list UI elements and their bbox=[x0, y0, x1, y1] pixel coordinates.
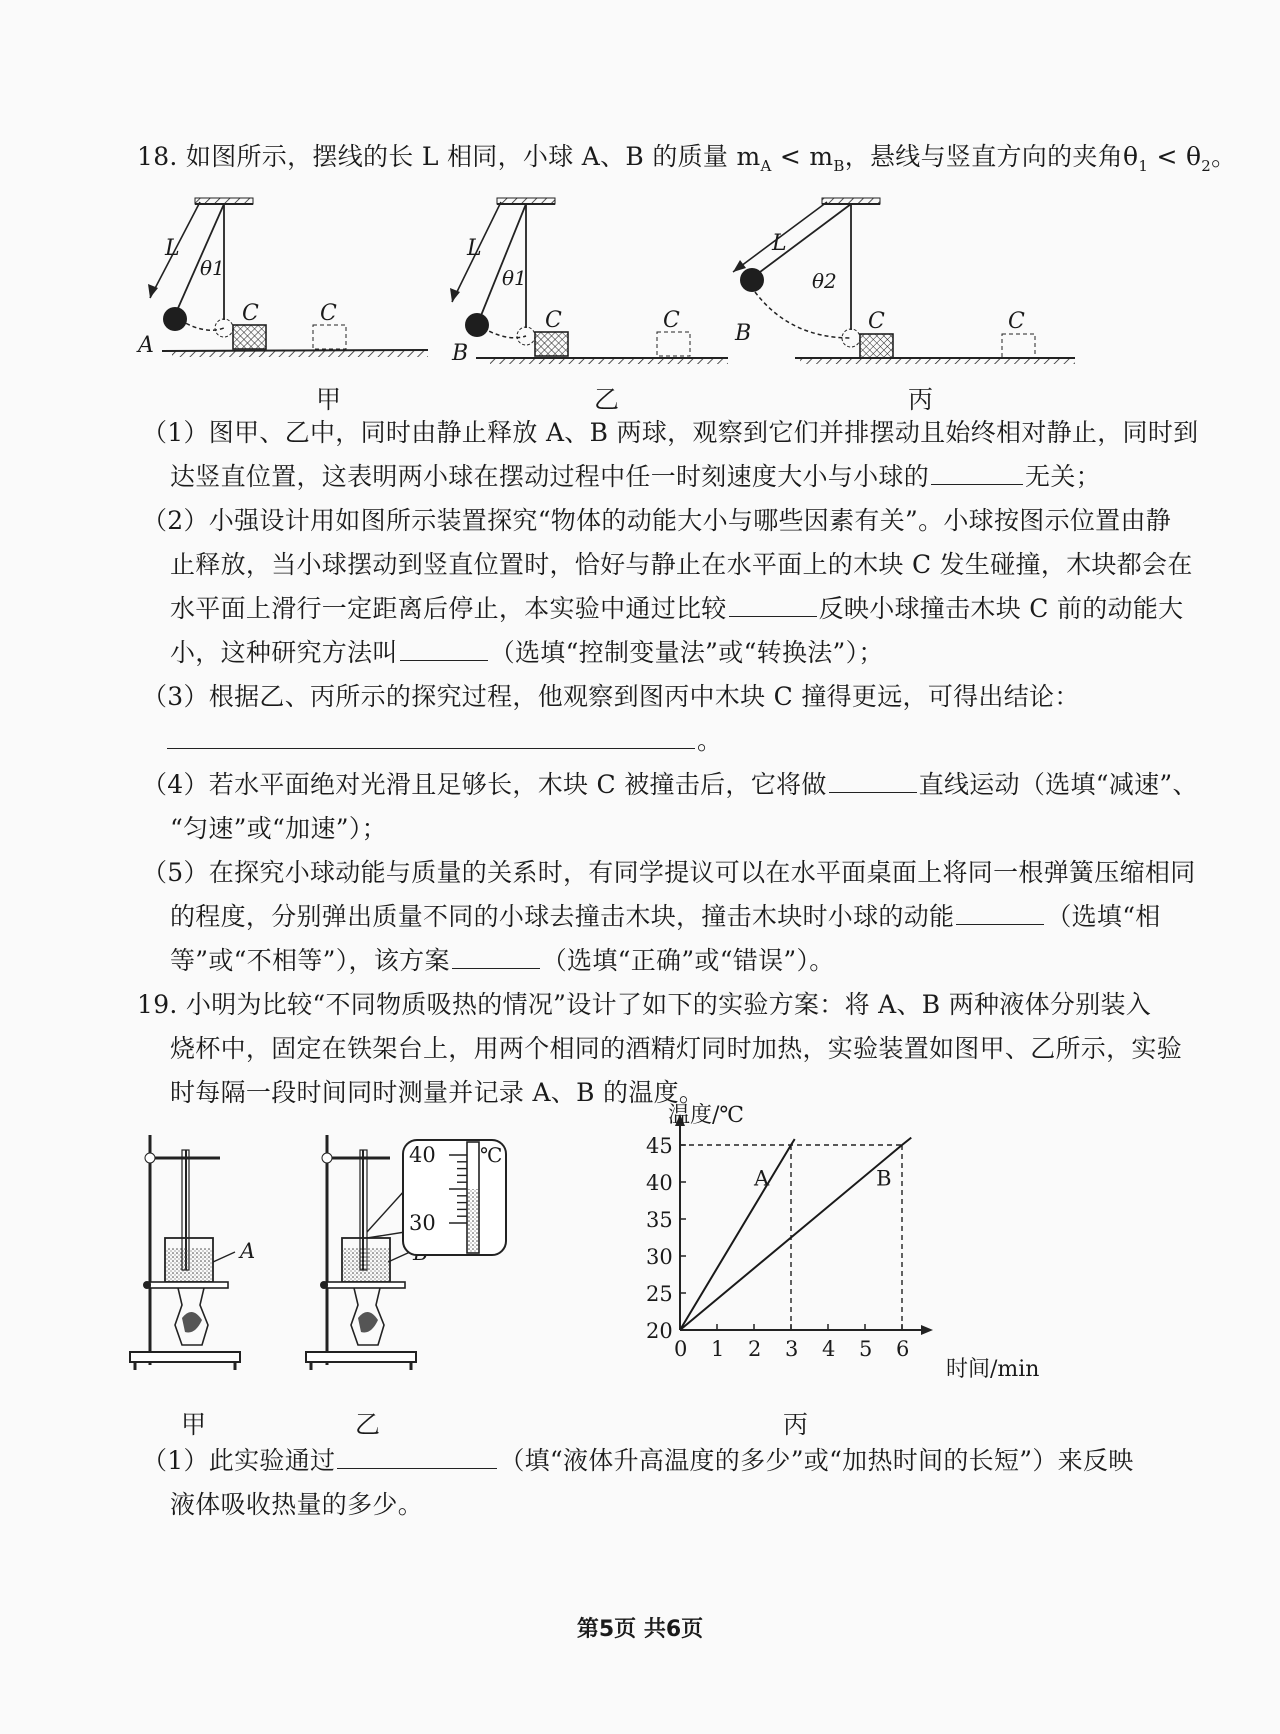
thermometer-tick-30: 30 bbox=[409, 1211, 436, 1235]
y-tick-label: 25 bbox=[646, 1282, 673, 1306]
label-L-yi: L bbox=[467, 236, 482, 261]
label-theta2-bing: θ2 bbox=[812, 269, 837, 293]
series-line-A bbox=[680, 1139, 795, 1330]
heating-apparatus bbox=[120, 1120, 640, 1410]
label-theta1-jia: θ1 bbox=[200, 256, 225, 280]
y-tick-label: 35 bbox=[646, 1208, 673, 1232]
label-L-jia: L bbox=[165, 236, 180, 261]
y-tick-label: 40 bbox=[646, 1171, 673, 1195]
answer-blank[interactable] bbox=[167, 724, 695, 749]
apparatus-jia bbox=[130, 1135, 255, 1370]
label-theta1-yi: θ1 bbox=[502, 266, 527, 290]
caption-19-yi: 乙 bbox=[355, 1410, 381, 1439]
x-tick-label: 5 bbox=[859, 1337, 873, 1361]
caption-19-jia: 甲 bbox=[181, 1410, 207, 1439]
x-axis-arrow bbox=[921, 1325, 933, 1335]
q18-p4-line2: “匀速”或“加速”）； bbox=[170, 814, 387, 843]
y-tick-label: 30 bbox=[646, 1245, 673, 1269]
thermometer-liquid bbox=[468, 1189, 478, 1252]
figure-yi bbox=[450, 198, 728, 366]
q19-p1-line2: 液体吸收热量的多少。 bbox=[170, 1490, 424, 1519]
x-tick-label: 0 bbox=[674, 1337, 688, 1361]
series-label-A: A bbox=[754, 1166, 770, 1191]
q18-p4-line1: （4）若水平面绝对光滑且足够长，木块 C 被撞击后，它将做 直线运动（选填“减速”、 bbox=[142, 770, 1198, 799]
label-C-jia: C bbox=[242, 301, 259, 326]
temperature-time-chart bbox=[620, 1100, 1040, 1380]
q18-stem: 18. 如图所示，摆线的长 L 相同，小球 A、B 的质量 $m_A < m_B$，悬线与竖直方向的夹角$\theta_1 < \theta_2$。 bbox=[137, 142, 1237, 175]
pendulum-figures bbox=[0, 180, 1280, 420]
apparatus-yi bbox=[306, 1135, 506, 1370]
label-C2-jia: C bbox=[320, 301, 337, 326]
q18-p5-line1: （5）在探究小球动能与质量的关系时，有同学提议可以在水平面桌面上将同一根弹簧压缩相同 bbox=[142, 858, 1196, 887]
x-tick-label: 1 bbox=[711, 1337, 725, 1361]
answer-blank[interactable] bbox=[729, 592, 817, 617]
q18-p2-line3: 水平面上滑行一定距离后停止，本实验中通过比较 反映小球撞击木块 C 前的动能大 bbox=[170, 594, 1184, 623]
page-footer: 第5页 共6页 bbox=[576, 1617, 704, 1642]
answer-blank[interactable] bbox=[400, 636, 488, 661]
figure-jia bbox=[136, 198, 428, 358]
q19-line3: 时每隔一段时间同时测量并记录 A、B 的温度。 bbox=[170, 1078, 705, 1107]
chart-xlabel: 时间/min bbox=[946, 1357, 1040, 1382]
label-C2-bing: C bbox=[1008, 309, 1025, 334]
label-C2-yi: C bbox=[663, 308, 680, 333]
q19-line2: 烧杯中，固定在铁架台上，用两个相同的酒精灯同时加热，实验装置如图甲、乙所示，实验 bbox=[170, 1034, 1183, 1063]
q19-line1: 19. 小明为比较“不同物质吸热的情况”设计了如下的实验方案：将 A、B 两种液体分别装入 bbox=[137, 990, 1152, 1019]
q19-p1-line1: （1）此实验通过 （填“液体升高温度的多少”或“加热时间的长短”）来反映 bbox=[142, 1446, 1134, 1475]
label-A-ball: A bbox=[138, 333, 154, 358]
q18-p3-line2: 。 bbox=[165, 724, 722, 758]
series-label-B: B bbox=[876, 1166, 892, 1191]
q18-p2-line1: （2）小强设计用如图所示装置探究“物体的动能大小与哪些因素有关”。小球按图示位置由静 bbox=[142, 506, 1172, 535]
answer-blank[interactable] bbox=[956, 900, 1044, 925]
x-tick-label: 3 bbox=[785, 1337, 799, 1361]
answer-blank[interactable] bbox=[931, 460, 1023, 485]
label-B-ball-bing: B bbox=[735, 321, 752, 346]
q18-p2-line2: 止释放，当小球摆动到竖直位置时，恰好与静止在水平面上的木块 C 发生碰撞，木块都会在 bbox=[170, 550, 1193, 579]
caption-yi: 乙 bbox=[594, 385, 620, 414]
q18-p2-line4: 小，这种研究方法叫 （选填“控制变量法”或“转换法”）； bbox=[170, 638, 884, 667]
label-C-bing: C bbox=[868, 309, 885, 334]
caption-19-bing: 丙 bbox=[783, 1410, 809, 1439]
q18-p1-line1: （1）图甲、乙中，同时由静止释放 A、B 两球，观察到它们并排摆动且始终相对静止，同时到 bbox=[142, 418, 1199, 447]
thermometer-tick-40: 40 bbox=[409, 1143, 436, 1167]
label-B-ball-yi: B bbox=[452, 341, 469, 366]
label-liquid-A: A bbox=[240, 1239, 256, 1263]
answer-blank[interactable] bbox=[452, 944, 540, 969]
x-tick-label: 2 bbox=[748, 1337, 762, 1361]
answer-blank[interactable] bbox=[829, 768, 917, 793]
chart-ylabel: 温度/℃ bbox=[668, 1103, 745, 1128]
caption-bing: 丙 bbox=[908, 385, 934, 414]
q18-p5-line2: 的程度，分别弹出质量不同的小球去撞击木块，撞击木块时小球的动能 （选填“相 bbox=[170, 902, 1161, 931]
label-C-yi: C bbox=[545, 308, 562, 333]
q18-p1-line2: 达竖直位置，这表明两小球在摆动过程中任一时刻速度大小与小球的 无关； bbox=[170, 462, 1101, 491]
y-tick-label: 20 bbox=[646, 1319, 673, 1343]
q18-p3-line1: （3）根据乙、丙所示的探究过程，他观察到图丙中木块 C 撞得更远，可得出结论： bbox=[142, 682, 1080, 711]
answer-blank[interactable] bbox=[337, 1444, 497, 1469]
label-L-bing: L bbox=[772, 231, 787, 256]
x-tick-label: 6 bbox=[896, 1337, 910, 1361]
y-tick-label: 45 bbox=[646, 1134, 673, 1158]
caption-jia: 甲 bbox=[316, 385, 342, 414]
x-tick-label: 4 bbox=[822, 1337, 836, 1361]
figure-bing bbox=[733, 198, 1075, 364]
q18-p5-line3: 等”或“不相等”），该方案 （选填“正确”或“错误”）。 bbox=[170, 946, 835, 975]
thermometer-unit: ℃ bbox=[480, 1143, 503, 1167]
